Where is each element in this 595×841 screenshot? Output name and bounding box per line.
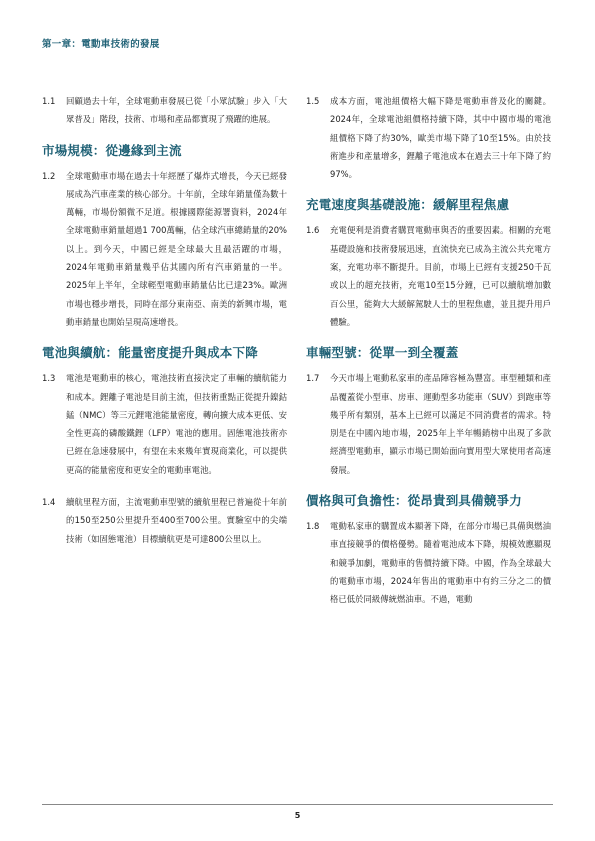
section-heading-market: 市場規模：從邊緣到主流 [42, 142, 182, 158]
paragraph-1-3 [42, 369, 287, 479]
paragraph-spacer [42, 479, 287, 493]
paragraph-number: 1.1 [42, 96, 56, 106]
section-heading-models: 車輛型號：從單一到全覆蓋 [306, 345, 459, 361]
section-heading-charging: 充電速度與基礎設施：緩解里程焦慮 [306, 197, 510, 213]
paragraph-text: 充電便利是消費者購買電動車與否的重要因素。相關的充電基礎設施和技術發展迅速，直流快充已成為主流公共充電方案，充電功率不斷提升。目前，市場上已經有支援250千瓦或以上的超充技術，充電10至15分鐘，已可以續航增加數百公里，能夠大大緩解駕駛人士的里程焦慮，並且提升用戶體驗。 [330, 225, 551, 327]
paragraph-1-8 [306, 517, 551, 608]
chapter-header: 第一章：電動車技術的發展 [42, 39, 160, 50]
paragraph-1-5 [306, 92, 551, 183]
paragraph-1-6 [306, 221, 551, 331]
paragraph-text: 全球電動車市場在過去十年經歷了爆炸式增長，今天已經發展成為汽車產業的核心部分。十年前，全球年銷量僅為數十萬輛，市場份額微不足道。根據國際能源署資料，2024年全球電動車銷量超過1 700萬輛，佔全球汽車總銷量的20%以上。到今天，中國已經是全球最大且最活躍的市場，2024年電動車銷量幾乎佔其國內所有汽車銷量的一半。2025年上半年，全球輕型電動車銷量佔比已達23%。歐洲市場也穩步增長，同時在部分東南亞、南美的新興市場，電動車銷量也開始呈現高速增長。 [66, 170, 287, 327]
page-number: 5 [294, 811, 301, 820]
paragraph-number: 1.5 [306, 96, 320, 106]
paragraph-text: 回顧過去十年，全球電動車發展已從「小眾試驗」步入「大眾普及」階段，技術、市場和產品都實現了飛躍的進展。 [66, 96, 287, 125]
footer-divider [42, 804, 553, 805]
paragraph-text: 續航里程方面，主流電動車型號的續航里程已普遍從十年前的150至250公里提升至400至700公里。實驗室中的尖端技術（如固態電池）目標續航更是可達800公里以上。 [66, 497, 287, 544]
paragraph-text: 電池是電動車的核心，電池技術直接決定了車輛的續航能力和成本。鋰離子電池是目前主流，但技術重點正從提升鎳鈷錳（NMC）等三元鋰電池能量密度，轉向擴大成本更低、安全性更高的磷酸鐵鋰（LFP）電池的應用。固態電池技術亦已經在急速發展中，有望在未來幾年實現商業化，可以提供更高的能量密度和更安全的電動車電池。 [66, 373, 287, 475]
paragraph-text: 成本方面，電池組價格大幅下降是電動車普及化的關鍵。2024年，全球電池組價格持續下降，其中中國市場的電池組價格下降了約30%，歐美市場下降了10至15%。由於技術進步和產量增多，鋰離子電池成本在過去三十年下降了約97%。 [330, 96, 551, 180]
section-heading-price: 價格與可負擔性：從昂貴到具備競爭力 [306, 493, 522, 509]
paragraph-1-1 [42, 92, 287, 129]
left-column [42, 92, 287, 548]
paragraph-number: 1.2 [42, 170, 56, 181]
paragraph-1-2 [42, 167, 287, 332]
paragraph-1-4 [42, 493, 287, 548]
paragraph-text: 電動私家車的購置成本顯著下降，在部分市場已具備與燃油車直接競爭的價格優勢。隨着電池成本下降，規模效應顯現和競爭加劇，電動車的售價持續下降。中國，作為全球最大的電動車市場，2024年售出的電動車中有約三分之二的價格已低於同級傳統燃油車。不過，電動 [330, 521, 551, 605]
paragraph-1-7 [306, 369, 551, 479]
section-heading-battery: 電池與續航：能量密度提升與成本下降 [42, 345, 258, 361]
paragraph-number: 1.3 [42, 373, 56, 384]
paragraph-text: 今天市場上電動私家車的產品陣容極為豐富。車型種類和產品覆蓋從小型車、房車、運動型多功能車（SUV）到跑車等幾乎所有類別，基本上已經可以滿足不同消費者的需求。特別是在中國內地市場，2025年上半年暢銷榜中出現了多款經濟型電動車，顯示市場已開始面向實用型大眾使用者高速發展。 [330, 373, 551, 475]
paragraph-number: 1.4 [42, 497, 56, 508]
right-column [306, 92, 551, 609]
paragraph-number: 1.6 [306, 225, 320, 236]
paragraph-number: 1.7 [306, 373, 320, 384]
paragraph-number: 1.8 [306, 521, 320, 532]
